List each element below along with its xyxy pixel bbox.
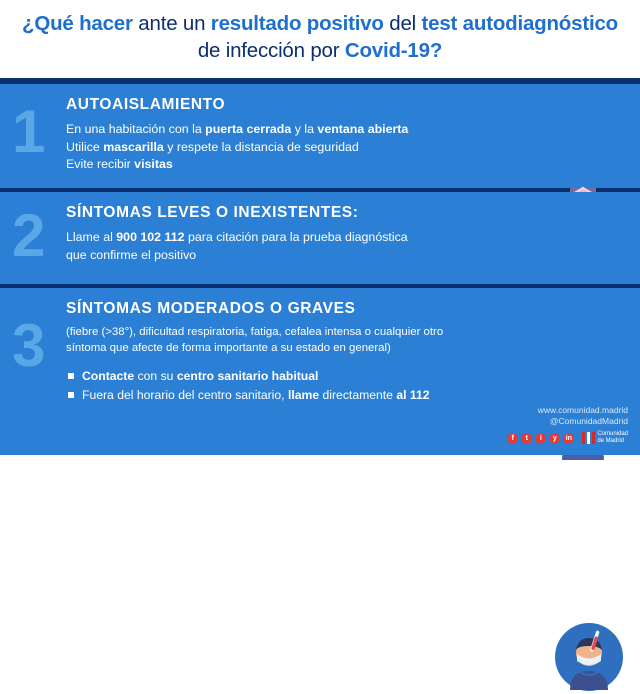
s3b2-b3: al 112 [396,388,430,402]
title-part-7: Covid-19? [344,39,443,62]
logo-bar-red-2 [592,432,595,444]
s3b1-mid: con su [134,369,177,383]
thermometer-person-icon [552,620,626,694]
step-3-note-line-2: síntoma que afecte de forma importante a su estado en general) [66,341,391,354]
s1l2-b1: mascarilla [103,139,164,154]
logo-text-line-2: de Madrid [597,438,624,444]
step-1-line-3 [66,156,530,174]
step-3-bullets [66,367,530,405]
s2l2-pre: que confirme el positivo [66,247,197,262]
step-3-number: 3 [12,312,46,379]
s3b2-post: directamente [319,388,397,402]
s1l1-mid: y la [291,122,318,136]
s1l3-b1: visitas [134,157,173,171]
step-1-number: 1 [12,98,46,165]
s3b2-mid: Fuera del horario del centro sanitario, [82,388,288,402]
youtube-icon[interactable]: y [549,433,560,444]
step-2-line-2 [66,247,530,265]
logo-text [597,431,628,445]
step-2-body [66,204,530,264]
s1l2-mid: y respete la distancia de seguridad [163,139,359,154]
s3b1-b1: Contacte [82,369,135,383]
step-3-note-line-1: (fiebre (>38°), dificultad respiratoria, fatiga, cefalea intensa o cualquier otro [66,326,444,338]
social-links [507,431,628,445]
step-1-line-2 [66,139,530,157]
facebook-icon[interactable]: f [507,433,518,444]
step-2-number: 2 [12,202,46,269]
comunidad-madrid-logo [582,431,628,445]
s1l1-pre: En una habitación con la [66,122,206,136]
instagram-icon[interactable]: i [535,433,546,444]
step-3-heading: SÍNTOMAS MODERADOS O GRAVES [66,300,356,317]
step-2-line-1 [66,229,530,247]
s2l1-mid: para citación para la prueba diagnóstica [184,230,408,244]
s1l2-pre: Utilice [66,139,104,154]
title-area [0,0,640,78]
step-3 [0,288,640,455]
step-1-line-1 [66,121,530,139]
title-part-5: test autodiagnóstico [421,12,618,35]
s3b1-b2: centro sanitario habitual [176,369,319,383]
s1l3-pre: Evite recibir [66,157,135,171]
s1l1-b1: puerta cerrada [205,122,292,136]
logo-text-line-1: Comunidad [597,431,628,437]
step-3-body [66,300,530,405]
step-1-body [66,96,530,174]
s1l1-b2: ventana abierta [317,122,409,136]
step-2 [0,192,640,284]
step-1 [0,84,640,188]
step-3-bullet-1 [66,367,530,386]
footer-handle[interactable]: @ComunidadMadrid [549,416,628,426]
footer-website[interactable]: www.comunidad.madrid [537,405,628,415]
footer-branding [507,405,628,445]
logo-bar-red [582,432,585,444]
title-part-6: de infección por [197,39,340,62]
logo-bar-white-1 [587,432,590,444]
twitter-icon[interactable]: t [521,433,532,444]
title-part-1: ¿Qué hacer [22,12,133,35]
step-3-bullet-2 [66,386,530,405]
step-2-heading: SÍNTOMAS LEVES O INEXISTENTES: [66,204,359,221]
step-1-heading: AUTOAISLAMIENTO [66,96,226,113]
s2l1-pre: Llame al [66,230,117,244]
title-part-3: resultado positivo [210,12,384,35]
linkedin-icon[interactable]: in [563,433,574,444]
s3b2-b2: llame [287,388,320,402]
page-title [14,10,626,64]
title-part-4: del [389,12,417,35]
title-part-2: ante un [138,12,206,35]
s2l1-phone: 900 102 112 [116,230,185,244]
